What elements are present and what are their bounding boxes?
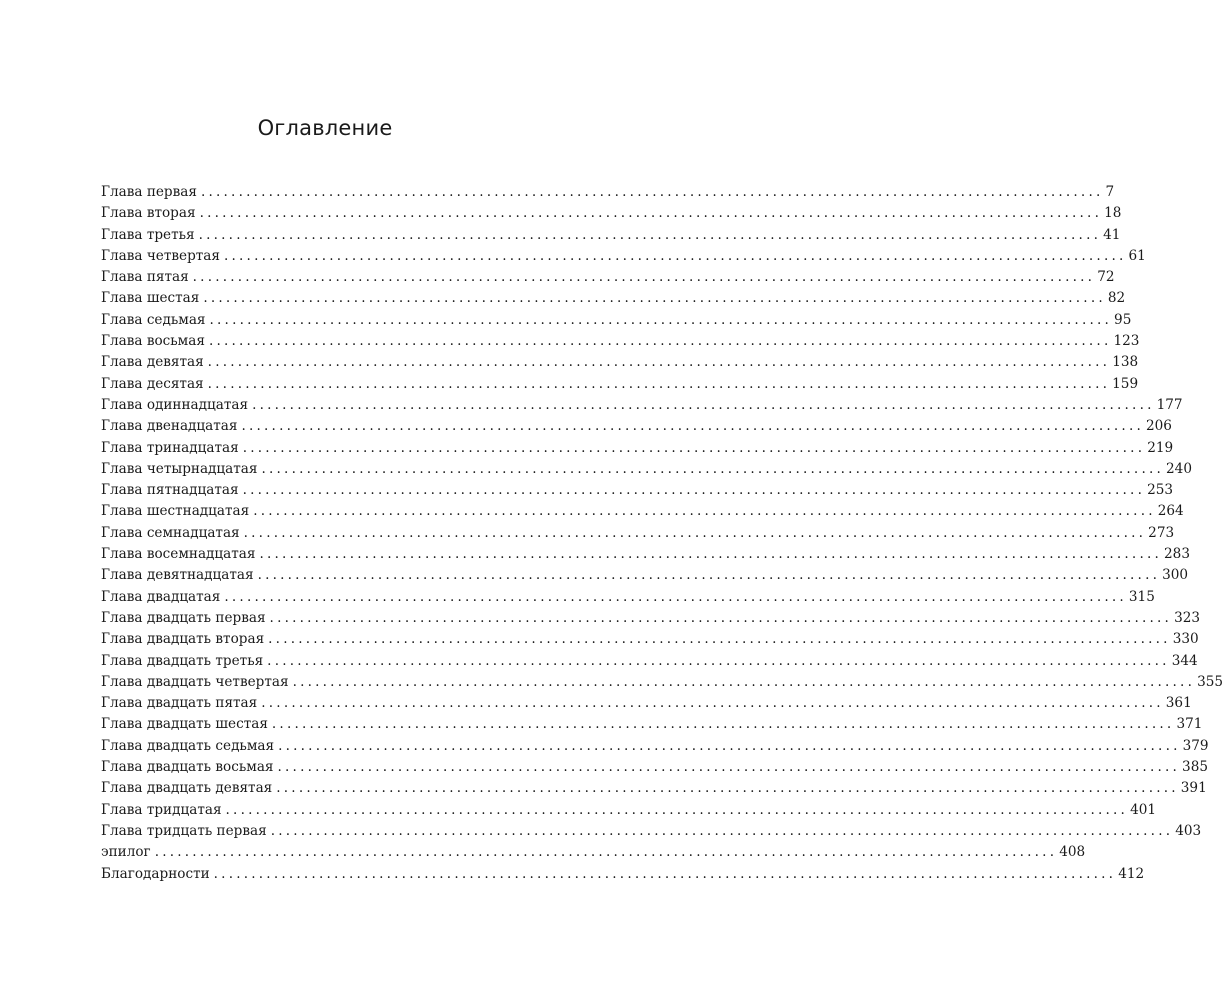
toc-entry-page-number: 379	[1182, 737, 1209, 754]
toc-dot-leader: ........................................................................................................................	[292, 673, 1196, 690]
toc-entry	[101, 267, 1115, 288]
toc-dot-leader: ........................................................................................................................	[224, 588, 1127, 605]
toc-entry	[101, 459, 1192, 480]
toc-entry-label: Глава двадцать четвертая	[101, 673, 289, 690]
toc-entry	[101, 736, 1209, 757]
toc-entry-label: Глава двадцать восьмая	[101, 759, 274, 776]
toc-entry-page-number: 355	[1197, 673, 1223, 690]
toc-dot-leader: ........................................................................................................................	[278, 737, 1181, 754]
toc-entry-page-number: 123	[1113, 333, 1140, 350]
toc-entry-label: Глава пятая	[101, 269, 189, 286]
toc-entry-label: Глава двадцать третья	[101, 652, 264, 669]
toc-entry	[101, 757, 1208, 778]
toc-entry-page-number: 82	[1107, 290, 1126, 307]
toc-entry-page-number: 408	[1059, 844, 1086, 861]
toc-entry-label: Глава девятнадцатая	[101, 567, 254, 584]
toc-entry	[101, 203, 1122, 224]
toc-entry-page-number: 177	[1156, 396, 1183, 413]
toc-entry-label: Глава семнадцатая	[101, 524, 240, 541]
toc-entry-label: Благодарности	[101, 865, 210, 882]
toc-dot-leader: ........................................................................................................................	[207, 375, 1111, 392]
toc-entry-label: Глава двадцать девятая	[101, 780, 273, 797]
toc-entry	[101, 544, 1190, 565]
toc-entry	[101, 523, 1175, 544]
toc-dot-leader: ........................................................................................................................	[252, 396, 1155, 413]
toc-entry-page-number: 219	[1147, 439, 1174, 456]
toc-entry	[101, 395, 1183, 416]
toc-entry-page-number: 283	[1164, 546, 1190, 563]
toc-entry-label: Глава четвертая	[101, 247, 220, 264]
toc-dot-leader: ........................................................................................................................	[271, 716, 1175, 733]
toc-dot-leader: ........................................................................................................................	[213, 865, 1117, 882]
table-of-contents	[101, 182, 1223, 885]
toc-entry-page-number: 403	[1175, 822, 1202, 839]
toc-dot-leader: ........................................................................................................................	[208, 333, 1112, 350]
toc-entry-page-number: 300	[1162, 567, 1189, 584]
toc-entry	[101, 352, 1139, 373]
toc-dot-leader: ........................................................................................................................	[198, 226, 1102, 243]
toc-entry-page-number: 7	[1105, 184, 1115, 200]
toc-entry	[101, 651, 1198, 672]
toc-entry-page-number: 371	[1176, 716, 1203, 733]
toc-entry-page-number: 412	[1118, 865, 1145, 882]
toc-dot-leader: ........................................................................................................................	[276, 780, 1179, 797]
page-title: Оглавление	[257, 116, 393, 140]
toc-entry-page-number: 330	[1172, 631, 1199, 648]
toc-entry	[101, 693, 1192, 714]
toc-entry	[101, 672, 1223, 693]
toc-entry-label: Глава четырнадцатая	[101, 460, 258, 477]
toc-entry-page-number: 41	[1103, 226, 1121, 243]
toc-entry-label: Глава одиннадцатая	[101, 396, 249, 413]
toc-dot-leader: ........................................................................................................................	[225, 801, 1129, 818]
toc-entry	[101, 331, 1140, 352]
toc-entry	[101, 225, 1121, 246]
toc-dot-leader: ........................................................................................................................	[268, 631, 1171, 648]
toc-entry-label: Глава двадцать первая	[101, 609, 266, 626]
toc-dot-leader: ........................................................................................................................	[270, 822, 1174, 839]
toc-entry	[101, 310, 1132, 331]
toc-entry-page-number: 253	[1147, 482, 1174, 499]
toc-entry-page-number: 159	[1112, 375, 1139, 392]
toc-entry	[101, 501, 1184, 522]
toc-entry-label: Глава тридцатая	[101, 801, 222, 818]
toc-dot-leader: ........................................................................................................................	[269, 609, 1173, 626]
toc-entry-label: Глава восьмая	[101, 333, 205, 350]
toc-entry-label: Глава восемнадцатая	[101, 546, 256, 563]
toc-entry-page-number: 401	[1130, 801, 1157, 818]
toc-dot-leader: ........................................................................................................................	[207, 354, 1111, 371]
toc-entry	[101, 714, 1203, 735]
toc-dot-leader: ........................................................................................................................	[192, 269, 1096, 286]
toc-entry-page-number: 264	[1157, 503, 1184, 520]
toc-entry	[101, 821, 1202, 842]
toc-entry	[101, 182, 1115, 203]
toc-entry	[101, 246, 1146, 267]
toc-dot-leader: ........................................................................................................................	[200, 184, 1104, 200]
toc-entry-label: Глава пятнадцатая	[101, 482, 239, 499]
toc-entry-label: Глава двадцать шестая	[101, 716, 268, 733]
toc-entry-page-number: 315	[1128, 588, 1155, 605]
toc-entry-label: Глава седьмая	[101, 311, 206, 328]
toc-entry-page-number: 72	[1097, 269, 1115, 286]
toc-dot-leader: ........................................................................................................................	[203, 290, 1106, 307]
toc-entry-page-number: 138	[1112, 354, 1139, 371]
toc-entry	[101, 374, 1139, 395]
toc-entry-page-number: 273	[1148, 524, 1175, 541]
toc-entry	[101, 608, 1201, 629]
toc-dot-leader: ........................................................................................................................	[199, 205, 1103, 222]
toc-entry	[101, 842, 1086, 863]
toc-entry-label: Глава двенадцатая	[101, 418, 238, 435]
toc-entry-page-number: 206	[1146, 418, 1172, 435]
toc-dot-leader: ........................................................................................................................	[261, 460, 1165, 477]
toc-entry-label: Глава первая	[101, 184, 197, 200]
toc-entry-label: Глава двадцать седьмая	[101, 737, 275, 754]
toc-entry-label: Глава шестая	[101, 290, 200, 307]
toc-entry-page-number: 385	[1182, 759, 1208, 776]
toc-entry-page-number: 391	[1180, 780, 1207, 797]
toc-entry-label: Глава вторая	[101, 205, 196, 222]
toc-entry-page-number: 240	[1166, 460, 1192, 477]
toc-entry-label: Глава тринадцатая	[101, 439, 239, 456]
toc-entry	[101, 438, 1174, 459]
toc-entry-page-number: 344	[1171, 652, 1198, 669]
toc-entry	[101, 288, 1126, 309]
toc-entry-page-number: 18	[1104, 205, 1122, 222]
toc-entry-label: Глава двадцать вторая	[101, 631, 265, 648]
toc-entry	[101, 800, 1157, 821]
toc-entry-label: Глава двадцатая	[101, 588, 221, 605]
toc-entry	[101, 629, 1199, 650]
toc-entry-label: Глава двадцать пятая	[101, 695, 258, 712]
toc-entry-page-number: 95	[1114, 311, 1132, 328]
toc-entry-label: Глава тридцать первая	[101, 822, 267, 839]
toc-entry	[101, 416, 1172, 437]
toc-entry	[101, 864, 1145, 885]
toc-dot-leader: ........................................................................................................................	[253, 503, 1156, 520]
toc-entry-page-number: 61	[1128, 247, 1146, 264]
toc-dot-leader: ........................................................................................................................	[267, 652, 1170, 669]
toc-dot-leader: ........................................................................................................................	[259, 546, 1163, 563]
toc-dot-leader: ........................................................................................................................	[209, 311, 1113, 328]
toc-entry	[101, 587, 1155, 608]
toc-dot-leader: ........................................................................................................................	[242, 439, 1146, 456]
toc-dot-leader: ........................................................................................................................	[243, 524, 1147, 541]
toc-dot-leader: ........................................................................................................................	[241, 418, 1144, 435]
toc-dot-leader: ........................................................................................................................	[261, 695, 1164, 712]
toc-entry	[101, 565, 1189, 586]
toc-entry	[101, 778, 1207, 799]
toc-entry-label: Глава шестнадцатая	[101, 503, 250, 520]
toc-dot-leader: ........................................................................................................................	[242, 482, 1146, 499]
toc-dot-leader: ........................................................................................................................	[257, 567, 1161, 584]
toc-entry-page-number: 361	[1165, 695, 1192, 712]
toc-entry-page-number: 323	[1174, 609, 1201, 626]
toc-dot-leader: ........................................................................................................................	[154, 844, 1058, 861]
toc-entry-label: эпилог	[101, 844, 151, 861]
toc-dot-leader: ........................................................................................................................	[277, 759, 1181, 776]
toc-dot-leader: ........................................................................................................................	[223, 247, 1127, 264]
toc-entry-label: Глава третья	[101, 226, 195, 243]
toc-entry-label: Глава десятая	[101, 375, 204, 392]
toc-entry-label: Глава девятая	[101, 354, 204, 371]
toc-entry	[101, 480, 1174, 501]
